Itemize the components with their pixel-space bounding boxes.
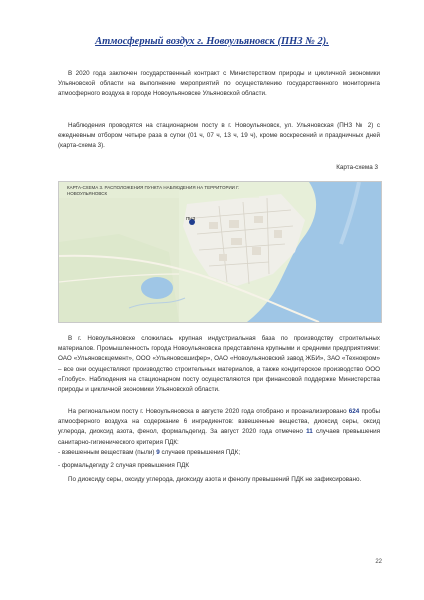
- intro-paragraph-2: Наблюдения проводятся на стационарном посту в г. Новоульяновск, ул. Ульяновская (ПНЗ № 2) с ежедневным отбором четыре раза в сутки (01 ч, 07 ч, 13 ч, 19 ч), кроме воскресений и праздничных дней (карта-схема 3).: [58, 122, 380, 150]
- map-scheme: [58, 181, 382, 323]
- pnz-label: ПНЗ: [186, 216, 196, 221]
- map-caption: КАРТА-СХЕМА 3. РАСПОЛОЖЕНИЯ ПУНКТА НАБЛЮДЕНИЯ НА ТЕРРИТОРИИ Г. НОВОУЛЬЯНОВСК: [67, 185, 240, 196]
- samples-count: 624: [348, 408, 360, 415]
- bullet-dust-text-a: - взвешенным веществам (пыли): [58, 449, 155, 456]
- industry-paragraph: В г. Новоульяновске сложилась крупная индустриальная база по производству строительных материалов. Промышленность города Новоульяновска представлена крупными и средними предприятиями: ОАО «Ульяновскцемент», ООО «Ульяновскшифер», ОАО «Новоульяновский завод ЖБИ», ЗАО «Технокром» – все они осуществляют производство строительных материалов, а также кондитерское производство ООО «Глобус». Наблюдения на стационарном посту осуществляются при финансовой поддержке Министерства природы и цикличной экономики Ульяновской области.: [58, 335, 380, 394]
- map-label: Карта-схема 3: [336, 164, 378, 171]
- bullet-dust-count: 9: [156, 449, 160, 456]
- closing-paragraph: По диоксиду серы, оксиду углерода, диоксиду азота и фенолу превышений ПДК не зафиксировано.: [68, 476, 362, 483]
- samples-text-a: На региональном посту г. Новоульяновска в августе 2020 года отобрано и проанализировано: [68, 408, 347, 415]
- page-number: 22: [375, 559, 382, 565]
- bullet-dust-text-b: случаев превышения ПДК;: [161, 449, 241, 456]
- page-title: Атмосферный воздух г. Новоульяновск (ПНЗ № 2).: [95, 36, 329, 47]
- map-image: [59, 182, 381, 322]
- bullet-formaldehyde: - формальдегиду 2 случая превышения ПДК: [58, 462, 189, 469]
- exceed-count: 11: [306, 428, 313, 436]
- intro-paragraph-1: В 2020 года заключен государственный контракт с Министерством природы и цикличной экономики Ульяновской области на выполнение мероприятий по осуществлению государственного мониторинга атмосферного воздуха в городе Новоульяновске Ульяновской области.: [58, 70, 380, 98]
- samples-text-c: случаев превышения санитарно-гигиенического критерия ПДК:: [58, 428, 380, 446]
- bullet-dust: [58, 448, 380, 458]
- samples-text-b: пробы атмосферного воздуха на содержание 6 ингредиентов: взвешенные вещества, диоксид серы, оксид углерода, диоксид азота, фенол, формальдегид. За август 2020 года отмечено: [58, 408, 381, 436]
- samples-paragraph: [58, 407, 380, 448]
